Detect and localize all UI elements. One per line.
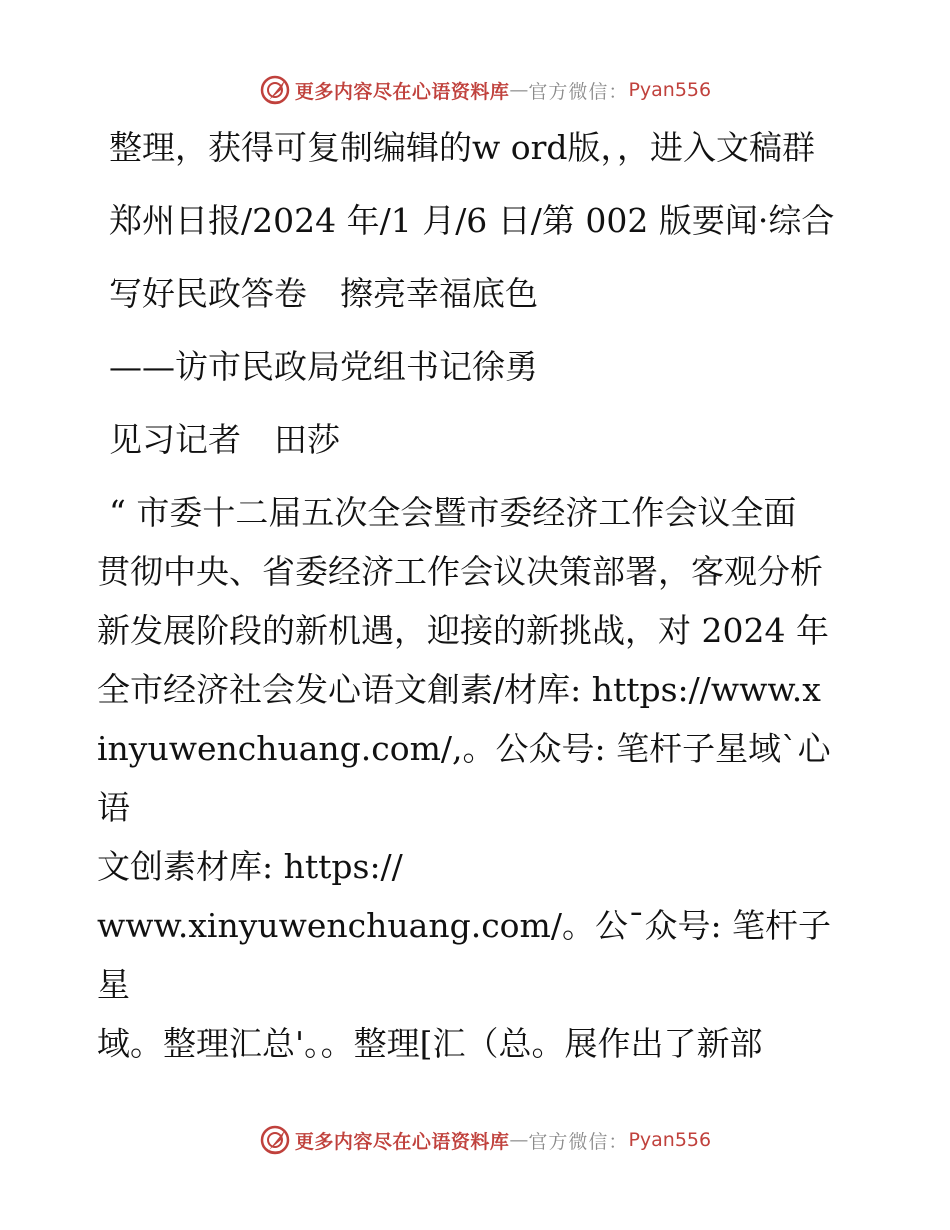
body-line: 贯彻中央、省委经济工作会议决策部署，客观分析 [97, 552, 823, 591]
body-line: 域。整理汇总'。。整理[汇（总。展作出了新部 [97, 1024, 763, 1063]
quill-logo-icon [259, 1124, 291, 1156]
watermark-wechat-id: Pyan556 [628, 1129, 712, 1151]
body-line: 新发展阶段的新机遇，迎接的新挑战，对 2024 年 [97, 611, 829, 650]
body-paragraph [97, 483, 857, 1073]
watermark-label: 官方微信： [528, 80, 629, 103]
watermark-label: 官方微信： [528, 1130, 629, 1153]
watermark-header [0, 70, 950, 110]
watermark-title: 更多内容尽在心语资料库 [294, 1130, 510, 1153]
article-subtitle: ——访市民政局党组书记徐勇 [109, 347, 538, 386]
watermark-title: 更多内容尽在心语资料库 [294, 80, 510, 103]
body-line: 文创素材库: https:// [97, 847, 403, 886]
quill-logo-icon [259, 74, 291, 106]
watermark-wechat-id: Pyan556 [628, 79, 712, 101]
intro-paragraph: 整理，获得可复制编辑的w ord版，，进入文稿群 [109, 128, 816, 167]
document-body [97, 118, 857, 1087]
body-line: 全市经济社会发心语文創素/材库: https://www.x [97, 670, 821, 709]
body-line: “ 市委十二届五次全会暨市委经济工作会议全面 [109, 493, 797, 532]
byline: 见习记者 田莎 [109, 420, 340, 459]
watermark-dash: — [509, 79, 529, 101]
body-line: inyuwenchuang.com/,。公众号: 笔杆子星域`心语 [97, 729, 831, 827]
body-line: www.xinyuwenchuang.com/。公¯众号: 笔杆子星 [97, 906, 832, 1004]
source-line: 郑州日报/2024 年/1 月/6 日/第 002 版要闻·综合 [109, 201, 835, 240]
article-title: 写好民政答卷 擦亮幸福底色 [109, 274, 538, 313]
watermark-footer [0, 1120, 950, 1160]
watermark-dash: — [509, 1129, 529, 1151]
